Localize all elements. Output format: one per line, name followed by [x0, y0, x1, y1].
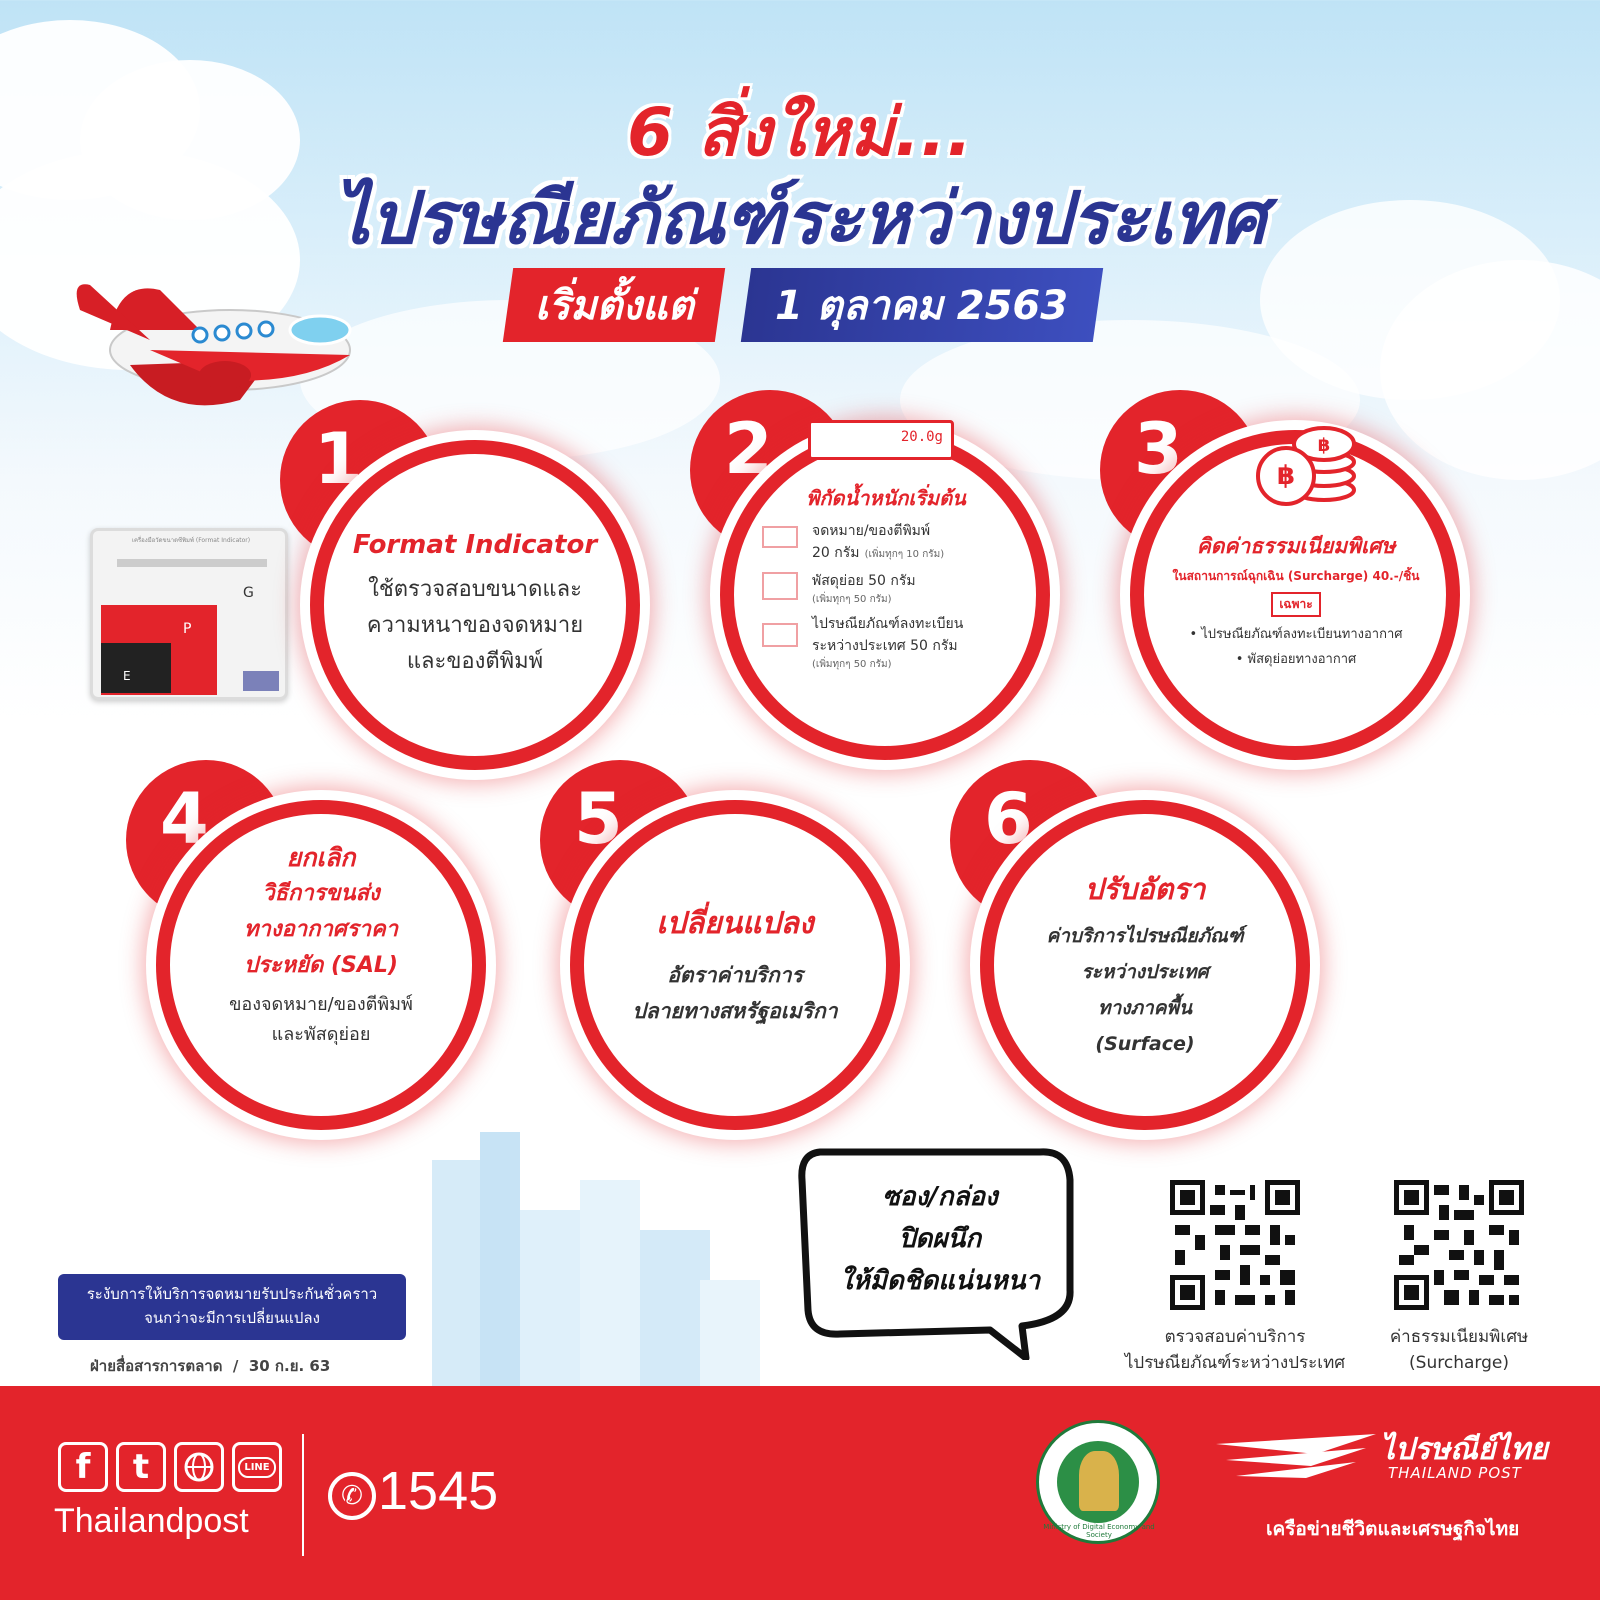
footer-divider	[302, 1434, 304, 1556]
qr-code-pricing[interactable]	[1170, 1180, 1300, 1310]
item-2-entry-3: ไปรษณียภัณฑ์ลงทะเบียน ระหว่างประเทศ 50 กรัม (เพิ่มทุกๆ 50 กรัม)	[762, 613, 1022, 672]
item-6-line-1: ค่าบริการไปรษณียภัณฑ์	[1046, 925, 1244, 947]
item-4-heading-3: ทางอากาศราคา	[243, 917, 399, 942]
format-card-letter-e: E	[123, 669, 131, 683]
speech-line-3: ให้มิดชิดแน่นหนา	[839, 1266, 1041, 1296]
qr-caption-pricing: ตรวจสอบค่าบริการ ไปรษณียภัณฑ์ระหว่างประเทศ	[1124, 1327, 1346, 1373]
item-3-bullet-2: • พัสดุย่อยทางอากาศ	[1235, 652, 1357, 667]
brand-name: Thailandpost	[54, 1502, 249, 1540]
item-4-line-2: และพัสดุย่อย	[271, 1024, 371, 1045]
item-4-number: 4	[126, 760, 286, 920]
item-2-heading: พิกัดน้ำหนักเริ่มต้น	[806, 486, 966, 510]
parcel-icon	[762, 572, 798, 600]
item-5-number: 5	[540, 760, 700, 920]
item-1-line-2: ความหนาของจดหมาย	[366, 613, 584, 638]
notice-box	[58, 1274, 406, 1340]
title-line2: ไปรษณียภัณฑ์ระหว่างประเทศ	[333, 176, 1267, 260]
item-1-line-1: ใช้ตรวจสอบขนาดและ	[368, 577, 582, 602]
item-1-number: 1	[280, 400, 440, 560]
item-4-heading-1: ยกเลิก	[286, 843, 356, 872]
svg-text:฿: ฿	[1317, 435, 1331, 456]
item-3-number: 3	[1100, 390, 1260, 550]
post-logo-thai: ไปรษณีย์ไทย	[1380, 1432, 1548, 1467]
twitter-icon[interactable]: t	[116, 1442, 166, 1492]
phone-icon: ✆	[328, 1472, 376, 1520]
item-5-heading: เปลี่ยนแปลง	[656, 906, 814, 941]
thailand-post-wing-icon	[1216, 1434, 1376, 1494]
item-1-heading: Format Indicator	[352, 530, 598, 560]
line-badge-text: LINE	[238, 1457, 275, 1478]
format-card-letter-g: G	[243, 585, 254, 601]
ministry-seal-text: Ministry of Digital Economy and Society	[1043, 1523, 1155, 1539]
item-4-heading-2: วิธีการขนส่ง	[262, 881, 380, 906]
format-card-letter-p: P	[183, 621, 192, 637]
item-2-number: 2	[690, 390, 850, 550]
start-date-tag: 1 ตุลาคม 2563	[741, 268, 1103, 342]
qr-caption-surcharge: ค่าธรรมเนียมพิเศษ (Surcharge)	[1389, 1327, 1529, 1373]
svg-text:฿: ฿	[1276, 461, 1296, 491]
start-label-tag: เริ่มตั้งแต่	[503, 268, 725, 342]
item-4-heading-4: ประหยัด (SAL)	[244, 953, 398, 978]
item-5-line-1: อัตราค่าบริการ	[667, 963, 803, 987]
item-5-line-2: ปลายทางสหรัฐอเมริกา	[632, 999, 838, 1023]
footer	[0, 1386, 1600, 1600]
qr-code-surcharge[interactable]	[1394, 1180, 1524, 1310]
post-logo-en: THAILAND POST	[1388, 1464, 1522, 1482]
title-line1: 6 สิ่งใหม่...	[627, 94, 973, 171]
speech-bubble-text	[820, 1176, 1060, 1302]
coins-icon	[1252, 420, 1362, 510]
credit-text: ฝ่ายสื่อสารการตลาด / 30 ก.ย. 63	[90, 1357, 331, 1375]
notice-line-1: ระงับการให้บริการจดหมายรับประกันชั่วคราว	[86, 1285, 378, 1303]
item-3-heading: คิดค่าธรรมเนียมพิเศษ	[1196, 534, 1396, 558]
facebook-icon[interactable]: f	[58, 1442, 108, 1492]
website-icon[interactable]	[174, 1442, 224, 1492]
item-6-line-4: (Surface)	[1095, 1033, 1195, 1055]
airplane-icon	[50, 270, 360, 420]
item-6-line-2: ระหว่างประเทศ	[1081, 961, 1209, 983]
speech-line-2: ปิดผนึก	[898, 1224, 982, 1254]
phone-number[interactable]: 1545	[378, 1461, 499, 1521]
item-2-entry-2: พัสดุย่อย 50 กรัม (เพิ่มทุกๆ 50 กรัม)	[762, 570, 1022, 607]
item-2-entry-1: จดหมาย/ของตีพิมพ์ 20 กรัม (เพิ่มทุกๆ 10 กรัม)	[762, 520, 1022, 564]
scale-icon	[808, 420, 954, 460]
ministry-seal	[1036, 1420, 1160, 1544]
notice-line-2: จนกว่าจะมีการเปลี่ยนแปลง	[144, 1309, 320, 1327]
format-indicator-card	[90, 528, 288, 700]
scale-display: 20.0g	[900, 429, 943, 445]
item-3-badge: เฉพาะ	[1271, 592, 1320, 617]
registered-mail-icon	[762, 623, 798, 647]
item-1-line-3: และของตีพิมพ์	[406, 649, 544, 674]
item-6-heading: ปรับอัตรา	[1084, 872, 1206, 906]
item-3-bullet-1: • ไปรษณียภัณฑ์ลงทะเบียนทางอากาศ	[1189, 627, 1403, 642]
item-6-line-3: ทางภาคพื้น	[1098, 997, 1192, 1019]
item-3-subheading: ในสถานการณ์ฉุกเฉิน (Surcharge) 40.-/ชิ้น	[1172, 569, 1420, 583]
speech-line-1: ซอง/กล่อง	[882, 1182, 998, 1212]
letter-icon	[762, 526, 798, 548]
line-icon[interactable]	[232, 1442, 282, 1492]
post-slogan: เครือข่ายชีวิตและเศรษฐกิจไทย	[1266, 1518, 1520, 1540]
format-card-caption: เครื่องมือวัดขนาดซีพิมพ์ (Format Indicator)	[131, 537, 251, 544]
item-4-line-1: ของจดหมาย/ของตีพิมพ์	[229, 994, 413, 1015]
item-6-number: 6	[950, 760, 1110, 920]
